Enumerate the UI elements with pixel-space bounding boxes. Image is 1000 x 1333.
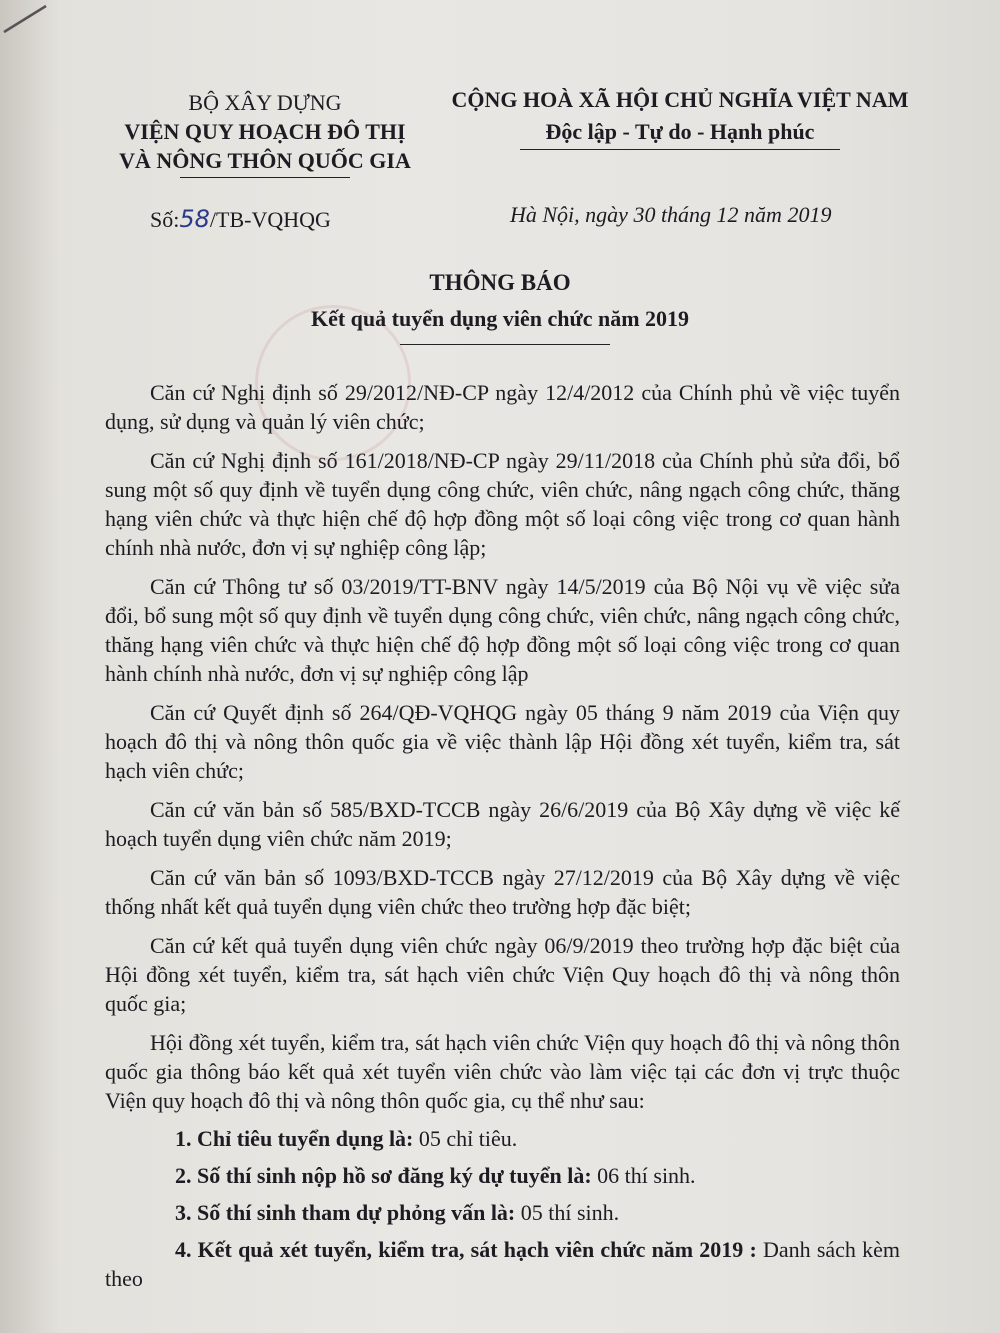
- institute-name-line2: VÀ NÔNG THÔN QUỐC GIA: [119, 148, 411, 173]
- institute-name-line1: VIỆN QUY HOẠCH ĐÔ THỊ: [124, 119, 406, 144]
- body-paragraph: Căn cứ kết quả tuyển dụng viên chức ngày 06/9/2019 theo trường hợp đặc biệt của Hội đồng xét tuyển, kiểm tra, sát hạch viên chức Viện Quy hoạch đô thị và nông thôn quốc gia;: [105, 933, 900, 1016]
- result-item: [105, 1235, 900, 1293]
- document-number: [150, 205, 331, 233]
- body-paragraph: Hội đồng xét tuyển, kiểm tra, sát hạch viên chức Viện quy hoạch đô thị và nông thôn quốc gia thông báo kết quả xét tuyển viên chức vào làm việc tại các đơn vị trực thuộc Viện quy hoạch đô thị và nông thôn quốc gia, cụ thể như sau:: [105, 1030, 900, 1113]
- result-item-value: 06 thí sinh.: [591, 1163, 696, 1188]
- pen-mark: [0, 0, 60, 40]
- place-and-date: Hà Nội, ngày 30 tháng 12 năm 2019: [510, 202, 832, 227]
- national-header: [425, 84, 935, 150]
- result-item-label: 1. Chỉ tiêu tuyển dụng là:: [175, 1126, 414, 1151]
- doc-number-prefix: Số:: [150, 207, 180, 232]
- ministry-name: BỘ XÂY DỰNG: [188, 90, 342, 115]
- body-paragraph: Căn cứ văn bản số 585/BXD-TCCB ngày 26/6/2019 của Bộ Xây dựng về việc kế hoạch tuyển dụng viên chức năm 2019;: [105, 797, 900, 851]
- national-motto: Độc lập - Tự do - Hạnh phúc: [545, 119, 815, 144]
- body-paragraph: Căn cứ văn bản số 1093/BXD-TCCB ngày 27/12/2019 của Bộ Xây dựng về việc thống nhất kết quả tuyển dụng viên chức theo trường hợp đặc biệt;: [105, 865, 900, 919]
- result-item: [105, 1161, 900, 1190]
- result-item: [105, 1198, 900, 1227]
- result-item-label: 2. Số thí sinh nộp hồ sơ đăng ký dự tuyển là:: [175, 1163, 592, 1188]
- body-paragraph: Căn cứ Quyết định số 264/QĐ-VQHQG ngày 05 tháng 9 năm 2019 của Viện quy hoạch đô thị và nông thôn quốc gia về việc thành lập Hội đồng xét tuyển, kiểm tra, sát hạch viên chức;: [105, 700, 900, 783]
- result-item-label: 4. Kết quả xét tuyển, kiểm tra, sát hạch viên chức năm 2019 :: [175, 1237, 757, 1262]
- result-item-label: 3. Số thí sinh tham dự phỏng vấn là:: [175, 1200, 516, 1225]
- authority-underline: [180, 177, 350, 178]
- result-item-value: 05 thí sinh.: [515, 1200, 620, 1225]
- document-body: [105, 378, 900, 1125]
- document-title: THÔNG BÁO: [429, 270, 571, 295]
- document-subtitle: Kết quả tuyển dụng viên chức năm 2019: [310, 306, 690, 331]
- nation-name: CỘNG HOÀ XÃ HỘI CHỦ NGHĨA VIỆT NAM: [451, 87, 909, 112]
- result-items: [105, 1124, 900, 1301]
- body-paragraph: Căn cứ Thông tư số 03/2019/TT-BNV ngày 14/5/2019 của Bộ Nội vụ về việc sửa đổi, bổ sung một số quy định về tuyển dụng công chức, viên chức, nâng ngạch công chức, thăng hạng viên chức và thực hiện chế độ hợp đồng một số loại công việc trong cơ quan hành chính nhà nước, đơn vị sự nghiệp công lập: [105, 574, 900, 686]
- doc-number-suffix: /TB-VQHQG: [209, 207, 331, 232]
- body-paragraph: Căn cứ Nghị định số 161/2018/NĐ-CP ngày 29/11/2018 của Chính phủ sửa đổi, bổ sung một số quy định về tuyển dụng công chức, viên chức, nâng ngạch công chức, thăng hạng viên chức và thực hiện chế độ hợp đồng một số loại công việc trong cơ quan hành chính nhà nước, đơn vị sự nghiệp công lập;: [105, 448, 900, 560]
- motto-underline: [520, 149, 840, 150]
- issuing-authority: [100, 88, 430, 178]
- result-item: [105, 1124, 900, 1153]
- title-underline: [400, 344, 610, 345]
- doc-number-handwritten: 58: [179, 205, 210, 233]
- result-item-value: 05 chỉ tiêu.: [413, 1126, 518, 1151]
- result-item-value: Danh sách kèm theo: [105, 1237, 900, 1291]
- body-paragraph: Căn cứ Nghị định số 29/2012/NĐ-CP ngày 12/4/2012 của Chính phủ về việc tuyển dụng, sử dụng và quản lý viên chức;: [105, 380, 900, 434]
